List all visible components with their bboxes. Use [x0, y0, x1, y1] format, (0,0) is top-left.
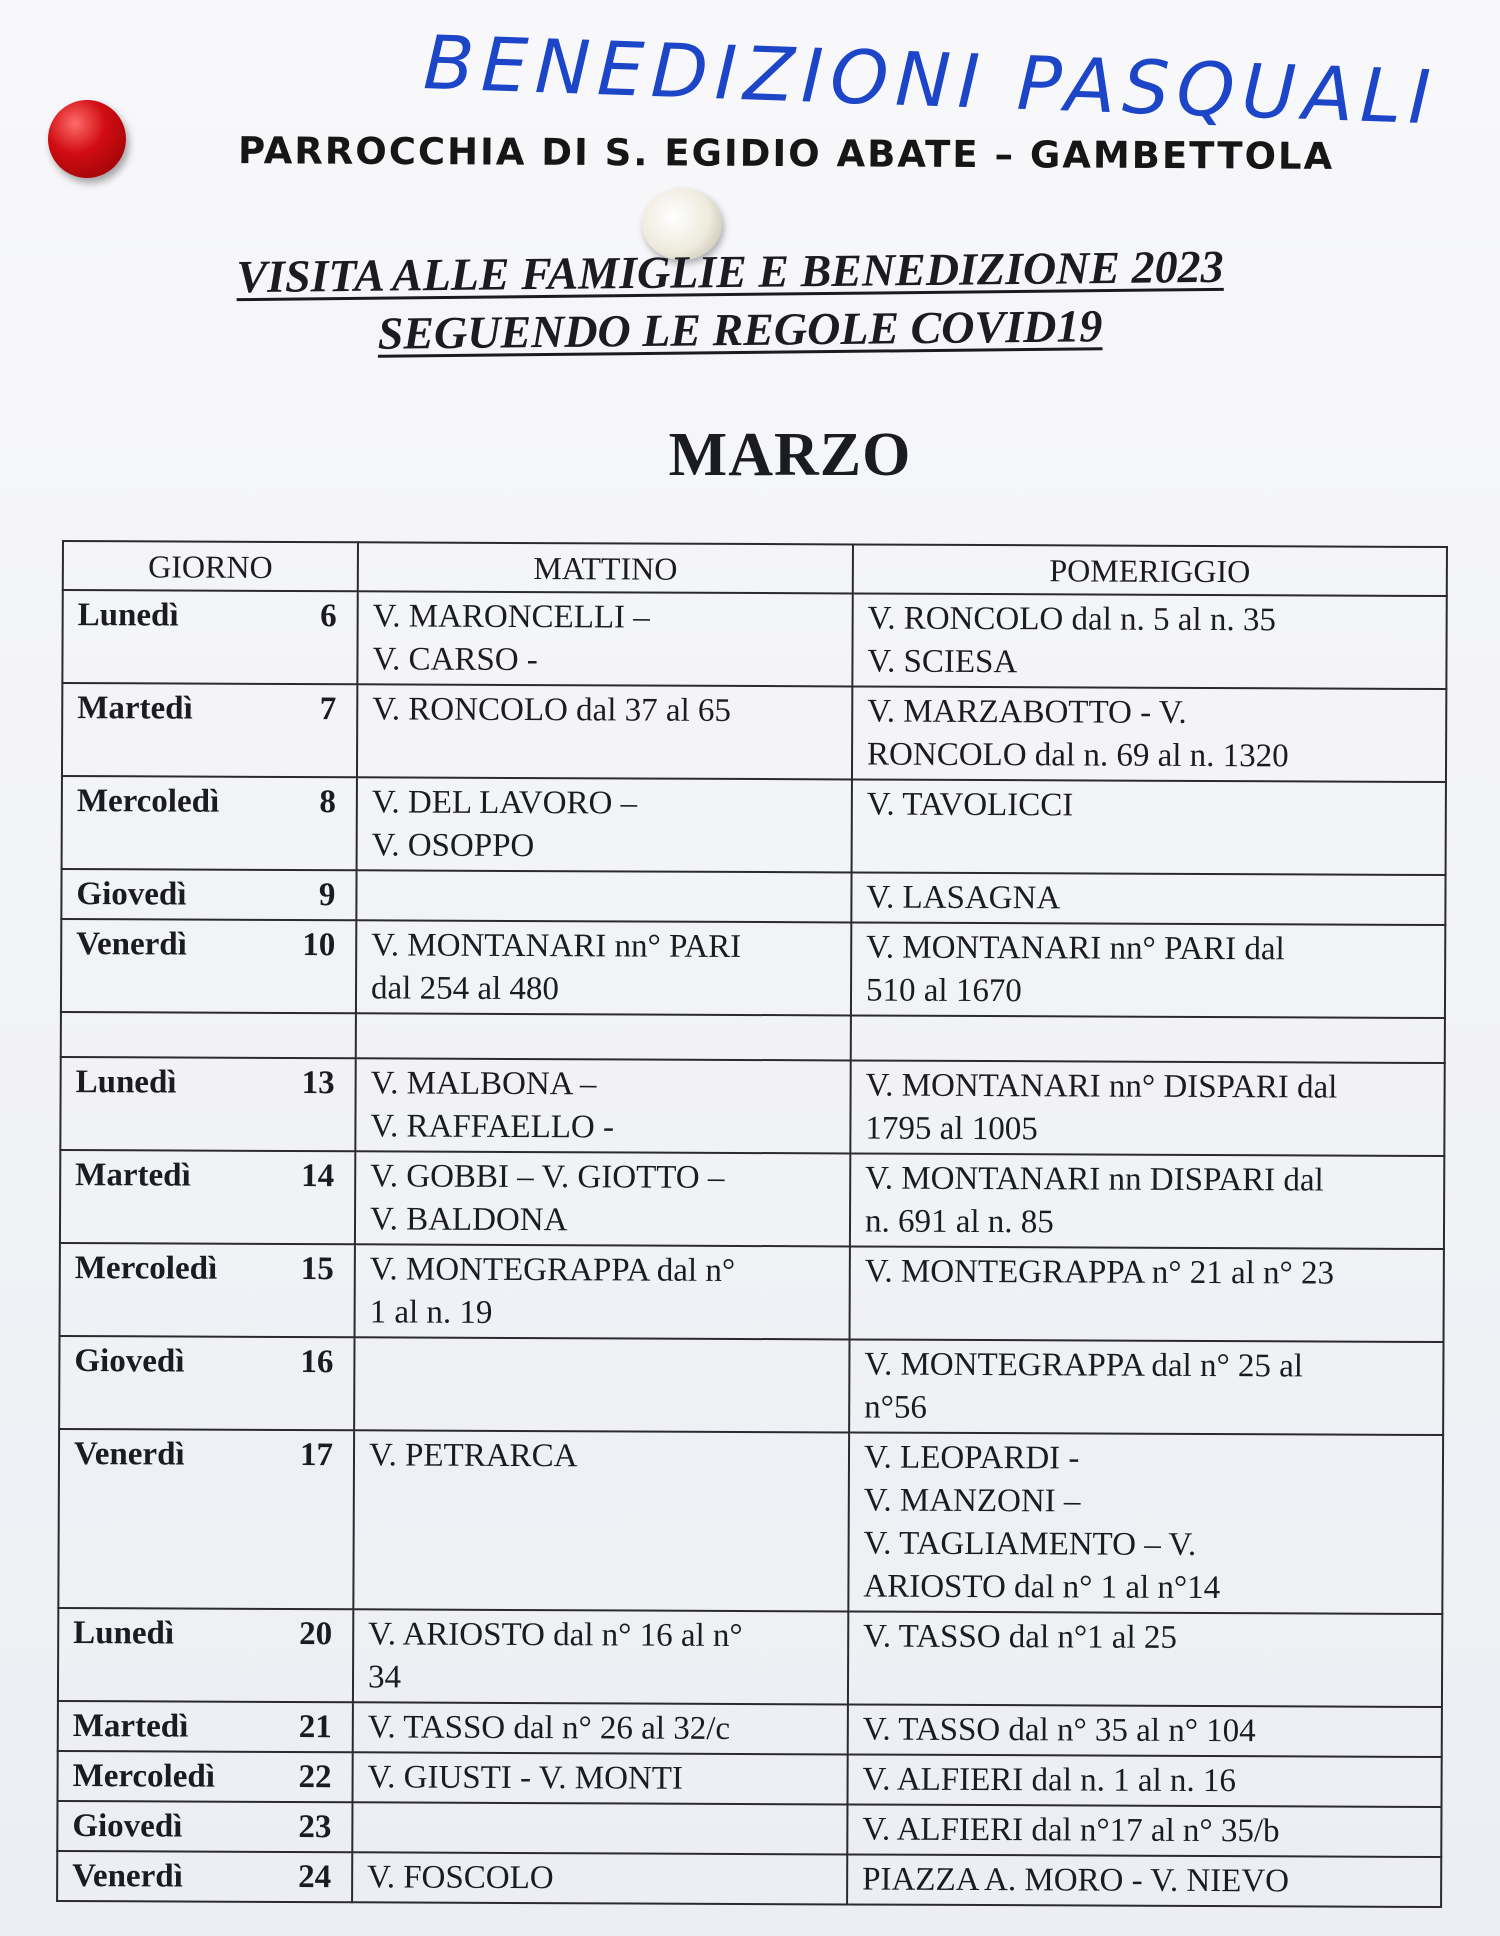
day-label	[76, 923, 341, 967]
subtitle-visit: VISITA ALLE FAMIGLIE E BENEDIZIONE 2023	[236, 240, 1224, 303]
morning-cell: V. FOSCOLO	[352, 1852, 847, 1904]
day-number: 20	[299, 1616, 333, 1653]
day-name: Mercoledì	[76, 783, 220, 820]
day-cell	[58, 1608, 353, 1702]
day-name: Venerdì	[72, 1858, 183, 1895]
afternoon-cell: V. MONTEGRAPPA n° 21 al n° 23	[850, 1246, 1444, 1342]
day-name: Giovedì	[74, 1343, 185, 1380]
subtitle-covid: SEGUENDO LE REGOLE COVID19	[377, 300, 1103, 359]
day-label	[73, 1755, 338, 1799]
day-cell	[57, 1751, 352, 1802]
table-row	[60, 1243, 1444, 1342]
day-label	[75, 1154, 340, 1198]
red-pushpin-icon	[48, 100, 126, 178]
morning-cell: V. MARONCELLI – V. CARSO -	[357, 591, 852, 686]
morning-cell	[356, 870, 851, 922]
afternoon-cell	[851, 1015, 1445, 1063]
morning-cell: V. PETRARCA	[353, 1430, 849, 1611]
morning-cell: V. MONTANARI nn° PARI dal 254 al 480	[356, 920, 851, 1015]
table-header-row	[63, 541, 1447, 596]
day-name: Mercoledì	[74, 1250, 218, 1287]
day-number: 13	[301, 1065, 335, 1102]
day-label	[76, 1061, 341, 1105]
table-row	[62, 776, 1446, 875]
day-cell	[60, 1057, 355, 1151]
morning-cell	[352, 1802, 847, 1854]
day-number: 15	[300, 1251, 334, 1288]
day-label	[76, 873, 341, 917]
day-number: 22	[298, 1759, 332, 1796]
handwritten-title: BENEDIZIONI PASQUALI	[421, 20, 1439, 142]
day-number: 16	[300, 1344, 334, 1381]
afternoon-cell: V. TAVOLICCI	[852, 779, 1446, 875]
afternoon-cell: V. ALFIERI dal n°17 al n° 35/b	[847, 1804, 1441, 1857]
afternoon-cell: V. RONCOLO dal n. 5 al n. 35 V. SCIESA	[852, 593, 1446, 689]
day-number: 14	[301, 1158, 335, 1195]
day-name: Martedì	[75, 1157, 191, 1194]
day-number: 7	[319, 691, 337, 728]
afternoon-cell: V. MARZABOTTO - V. RONCOLO dal n. 69 al n. 1320	[852, 686, 1446, 782]
table-row	[57, 1851, 1441, 1907]
header-pomeriggio: POMERIGGIO	[853, 544, 1447, 596]
day-number: 21	[298, 1709, 332, 1746]
day-cell	[58, 1429, 354, 1609]
morning-cell: V. TASSO dal n° 26 al 32/c	[353, 1702, 848, 1754]
table-row	[59, 1336, 1443, 1435]
morning-cell: V. ARIOSTO dal n° 16 al n° 34	[353, 1609, 848, 1704]
morning-cell: V. GOBBI – V. GIOTTO – V. BALDONA	[355, 1151, 850, 1246]
day-name: Martedì	[77, 690, 193, 727]
table-row	[62, 590, 1446, 689]
header-mattino: MATTINO	[358, 542, 853, 593]
day-label	[77, 687, 342, 731]
table-row	[57, 1751, 1441, 1807]
day-cell	[62, 776, 357, 870]
day-number: 24	[298, 1859, 332, 1896]
day-cell	[62, 590, 357, 684]
morning-cell	[356, 1013, 851, 1060]
morning-cell	[354, 1337, 849, 1432]
afternoon-cell: V. TASSO dal n° 35 al n° 104	[848, 1704, 1442, 1757]
day-label	[76, 1016, 341, 1017]
day-name: Mercoledì	[72, 1758, 216, 1795]
day-name: Lunedì	[73, 1615, 175, 1652]
afternoon-cell: PIAZZA A. MORO - V. NIEVO	[847, 1854, 1441, 1907]
schedule-table	[56, 540, 1448, 1908]
table-row	[58, 1608, 1442, 1707]
day-name: Giovedì	[76, 876, 187, 913]
day-cell	[59, 1336, 354, 1430]
afternoon-cell: V. MONTANARI nn° DISPARI dal 1795 al 1005	[850, 1060, 1444, 1156]
table-row	[60, 1150, 1444, 1249]
day-name: Lunedì	[77, 597, 179, 634]
table-row	[58, 1429, 1443, 1614]
day-cell	[60, 1150, 355, 1244]
day-cell	[58, 1701, 353, 1752]
day-label	[75, 1247, 340, 1291]
morning-cell: V. MONTEGRAPPA dal n° 1 al n. 19	[355, 1244, 850, 1339]
day-name: Venerdì	[76, 926, 187, 963]
day-cell	[57, 1801, 352, 1852]
day-number: 6	[320, 598, 337, 635]
day-cell	[62, 683, 357, 777]
afternoon-cell: V. TASSO dal n°1 al 25	[848, 1611, 1442, 1707]
table-row	[57, 1801, 1441, 1857]
morning-cell: V. DEL LAVORO – V. OSOPPO	[357, 777, 852, 872]
day-cell	[60, 1243, 355, 1337]
day-cell	[61, 869, 356, 920]
month-heading: MARZO	[668, 421, 912, 489]
day-number: 23	[298, 1809, 332, 1846]
morning-cell: V. GIUSTI - V. MONTI	[352, 1752, 847, 1804]
header-giorno: GIORNO	[63, 541, 358, 591]
day-name: Martedì	[72, 1708, 189, 1745]
day-cell	[61, 1012, 356, 1058]
table-row	[62, 683, 1446, 782]
day-number: 9	[318, 877, 336, 914]
day-label	[74, 1340, 339, 1384]
afternoon-cell: V. MONTANARI nn° PARI dal 510 al 1670	[851, 922, 1445, 1018]
table-row-spacer	[61, 1012, 1445, 1063]
day-name: Venerdì	[73, 1436, 185, 1473]
day-number: 10	[302, 927, 336, 964]
afternoon-cell: V. LEOPARDI - V. MANZONI – V. TAGLIAMENTO – V. ARIOSTO dal n° 1 al n°14	[848, 1432, 1443, 1614]
table-row	[60, 1057, 1444, 1156]
day-label	[73, 1612, 338, 1656]
afternoon-cell: V. MONTEGRAPPA dal n° 25 al n°56	[849, 1339, 1443, 1435]
day-label	[78, 594, 343, 638]
day-cell	[61, 919, 356, 1013]
day-label	[72, 1805, 337, 1849]
afternoon-cell: V. MONTANARI nn DISPARI dal n. 691 al n. 85	[850, 1153, 1444, 1249]
parish-name: PARROCCHIA DI S. EGIDIO ABATE – GAMBETTOLA	[237, 129, 1335, 178]
day-label	[77, 780, 342, 824]
day-number: 17	[299, 1437, 334, 1474]
table-row	[61, 869, 1445, 925]
day-cell	[57, 1851, 352, 1902]
day-label	[72, 1855, 337, 1899]
day-label	[74, 1433, 339, 1477]
table-row	[61, 919, 1445, 1018]
afternoon-cell: V. LASAGNA	[851, 872, 1445, 925]
day-name: Lunedì	[75, 1064, 177, 1101]
table-row	[58, 1701, 1442, 1757]
day-number: 8	[319, 784, 336, 821]
day-label	[73, 1705, 338, 1749]
morning-cell: V. RONCOLO dal 37 al 65	[357, 684, 852, 779]
morning-cell: V. MALBONA – V. RAFFAELLO -	[355, 1058, 850, 1153]
afternoon-cell: V. ALFIERI dal n. 1 al n. 16	[847, 1754, 1441, 1807]
day-name: Giovedì	[72, 1808, 183, 1845]
